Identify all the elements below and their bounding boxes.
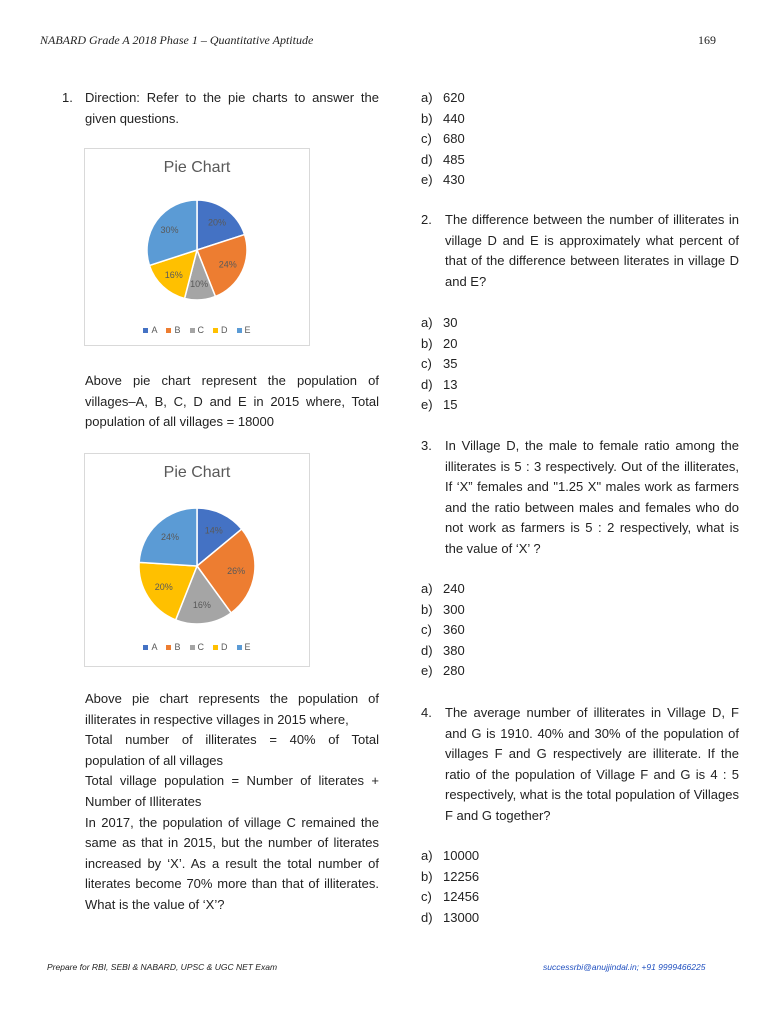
option: b) 12256 (421, 868, 480, 884)
pie-label-c: 10% (190, 278, 209, 289)
legend-label: E (244, 642, 251, 652)
q1-para-population: Above pie chart represent the population of villages–A, B, C, D and E in 2015 where, Total population of all villages = 18000 (85, 373, 379, 430)
chart-legend (85, 325, 309, 335)
option: d) 13 (421, 376, 458, 392)
footer-contact-link[interactable]: successrbi@anujjindal.in; +91 9999466225 (543, 962, 706, 972)
pie-chart-illiterates (84, 453, 310, 667)
legend-item-e (237, 325, 251, 335)
footer-left: Prepare for RBI, SEBI & NABARD, UPSC & UGC NET Exam (47, 962, 278, 972)
option: a) 240 (421, 581, 465, 596)
q1-text: Direction: Refer to the pie charts to answer the given questions. (85, 90, 379, 126)
q1-para-illiterates (85, 689, 379, 916)
legend-swatch (237, 328, 242, 333)
legend-swatch (190, 328, 195, 333)
legend-label: E (244, 325, 251, 335)
legend-swatch (143, 645, 148, 650)
pie-label-d: 16% (164, 269, 183, 280)
legend-label: B (174, 325, 181, 335)
q1-para-line: In 2017, the population of village C remained the same as that in 2015, but the number of literates increased by ‘X’. As a result the total number of literates become 70% more than that of illiterates. What is the value of ‘X’? (85, 814, 379, 912)
legend-item-c (190, 325, 205, 335)
q3-options (421, 579, 465, 682)
legend-item-a (143, 325, 157, 335)
legend-swatch (143, 328, 148, 333)
pie-label-b: 26% (227, 565, 246, 576)
chart-title: Pie Chart (163, 464, 231, 481)
q3-number: 3. (421, 438, 432, 453)
pie-label-a: 20% (207, 217, 226, 228)
option: c) 360 (421, 622, 465, 638)
q4-text: The average number of illiterates in Village D, F and G is 1910. 40% and 30% of the population of villages F and G respectively are illiterate. If the ratio of the population of Village F and G is 4 : 5 respectively, what is the total population of Villages F and G together? (445, 705, 739, 823)
option: d) 380 (421, 642, 465, 658)
page-number: 169 (698, 33, 716, 47)
pie-label-e: 30% (160, 225, 179, 236)
pie-label-a: 14% (204, 525, 223, 536)
pie-label-b: 24% (218, 259, 237, 270)
legend-item-c (190, 642, 205, 652)
option: a) 30 (421, 315, 458, 330)
legend-swatch (166, 645, 171, 650)
legend-swatch (213, 645, 218, 650)
legend-item-b (166, 325, 180, 335)
pie-label-d: 20% (154, 582, 173, 593)
legend-swatch (237, 645, 242, 650)
legend-swatch (190, 645, 195, 650)
pie-label-e: 24% (160, 532, 180, 543)
legend-swatch (166, 328, 171, 333)
option: c) 12456 (421, 889, 480, 905)
legend-label: C (197, 642, 204, 652)
option: b) 440 (421, 110, 465, 126)
pie-svg (85, 149, 309, 345)
legend-label: D (221, 642, 228, 652)
legend-label: B (174, 642, 181, 652)
option: b) 20 (421, 335, 458, 351)
chart-title: Pie Chart (163, 159, 231, 176)
legend-item-a (143, 642, 157, 652)
legend-label: C (197, 325, 204, 335)
header-title: NABARD Grade A 2018 Phase 1 – Quantitative Aptitude (40, 33, 314, 47)
q4-options (421, 846, 479, 928)
q1-options (421, 88, 465, 191)
option: c) 35 (421, 356, 458, 372)
q1-para-line: Total number of illiterates = 40% of Total population of all villages (85, 732, 379, 768)
pie-label-c: 16% (192, 600, 211, 611)
legend-swatch (213, 328, 218, 333)
q2-text: The difference between the number of illiterates in village D and E is approximately what percent of that of the difference between literates in village D and E? (445, 212, 739, 289)
chart-legend (85, 642, 309, 652)
q1-para-line: Total village population = Number of literates + Number of Illiterates (85, 773, 379, 809)
legend-label: A (151, 642, 158, 652)
option: e) 15 (421, 397, 458, 413)
legend-item-e (237, 642, 251, 652)
legend-item-b (166, 642, 180, 652)
legend-item-d (213, 325, 228, 335)
q1-para-line: Above pie chart represents the population of illiterates in respective villages in 2015 where, (85, 691, 379, 727)
option: d) 13000 (421, 909, 480, 925)
option: a) 620 (421, 90, 465, 105)
q2-number: 2. (421, 212, 432, 227)
q4-number: 4. (421, 705, 432, 720)
legend-label: A (151, 325, 158, 335)
pie-svg (85, 454, 309, 666)
q1-number: 1. (62, 90, 73, 105)
legend-label: D (221, 325, 228, 335)
option: a) 10000 (421, 848, 480, 863)
legend-item-d (213, 642, 228, 652)
option: e) 280 (421, 663, 465, 679)
option: b) 300 (421, 601, 465, 617)
q2-options (421, 313, 457, 416)
pie-chart-population (84, 148, 310, 346)
option: d) 485 (421, 151, 465, 167)
q3-text: In Village D, the male to female ratio among the illiterates is 5 : 3 respectively. Out of the illiterates, If ‘X” females and "1.25 X" males work as farmers and the ratio between males and females who do not work as farmers is 5 : 2 respectively, what is the value of ‘X’ ? (445, 438, 739, 556)
option: e) 430 (421, 172, 465, 188)
option: c) 680 (421, 131, 465, 147)
